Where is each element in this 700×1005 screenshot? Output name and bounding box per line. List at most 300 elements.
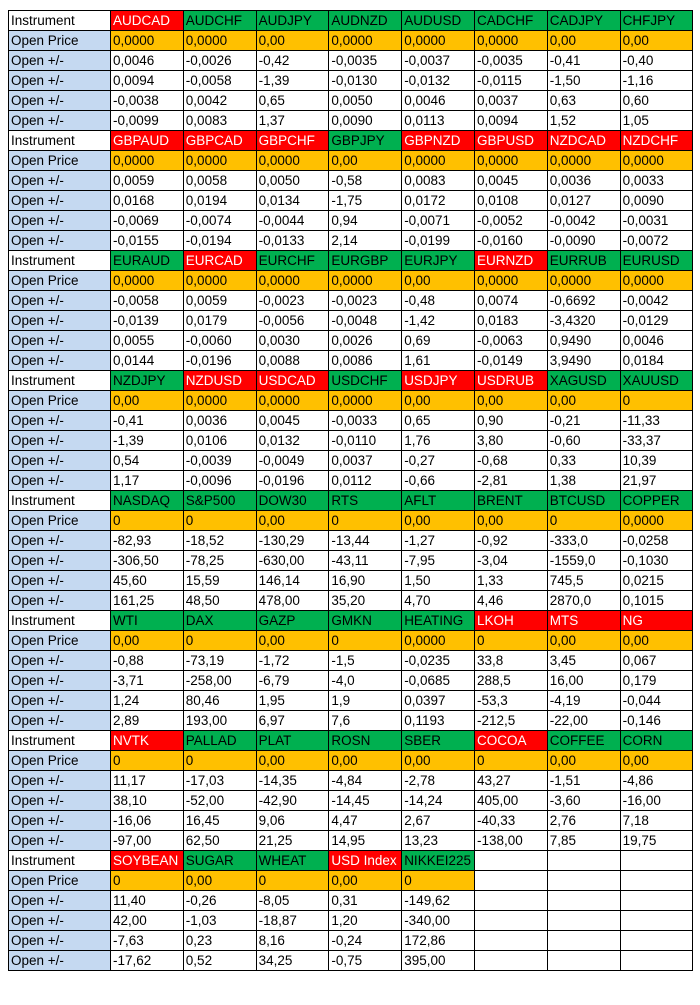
symbol-cell[interactable]: EURNZD <box>474 251 547 271</box>
open-price-cell: 0,0000 <box>183 31 256 51</box>
symbol-cell[interactable]: AUDJPY <box>256 11 329 31</box>
instrument-header-row <box>9 371 693 391</box>
open-delta-cell: 0,0036 <box>183 411 256 431</box>
symbol-cell[interactable]: CADCHF <box>474 11 547 31</box>
open-price-cell: 0,00 <box>111 631 184 651</box>
open-price-cell: 0,00 <box>256 511 329 531</box>
open-delta-cell: -0,0149 <box>474 351 547 371</box>
open-price-cell: 0,00 <box>256 751 329 771</box>
symbol-cell[interactable]: SOYBEAN <box>111 851 184 871</box>
open-delta-cell: 478,00 <box>256 591 329 611</box>
symbol-cell[interactable]: NG <box>620 611 693 631</box>
open-delta-cell: 0,0074 <box>474 291 547 311</box>
open-delta-cell: 0,0112 <box>329 471 402 491</box>
open-delta-cell: -0,0132 <box>402 71 475 91</box>
open-delta-cell: -0,0235 <box>402 651 475 671</box>
symbol-cell[interactable]: GBPAUD <box>111 131 184 151</box>
open-delta-cell: -0,0048 <box>329 311 402 331</box>
open-delta-cell: -1559,0 <box>547 551 620 571</box>
open-price-cell: 0 <box>474 751 547 771</box>
symbol-cell[interactable]: EURUSD <box>620 251 693 271</box>
open-delta-cell: 13,23 <box>402 831 475 851</box>
open-price-cell: 0,00 <box>402 511 475 531</box>
open-price-cell: 0,00 <box>620 31 693 51</box>
open-delta-cell: 0,0050 <box>329 91 402 111</box>
symbol-cell[interactable]: NZDUSD <box>183 371 256 391</box>
symbol-cell[interactable]: AFLT <box>402 491 475 511</box>
open-delta-cell: -53,3 <box>474 691 547 711</box>
open-delta-cell: -11,33 <box>620 411 693 431</box>
open-delta-cell: 21,25 <box>256 831 329 851</box>
symbol-cell[interactable]: COFFEE <box>547 731 620 751</box>
open-delta-label: Open +/- <box>9 471 111 491</box>
open-delta-row <box>9 411 693 431</box>
symbol-cell[interactable]: AUDCAD <box>111 11 184 31</box>
open-price-cell: 0 <box>256 871 329 891</box>
open-delta-cell: -1,03 <box>183 911 256 931</box>
symbol-cell[interactable]: BRENT <box>474 491 547 511</box>
open-delta-label: Open +/- <box>9 551 111 571</box>
open-price-cell: 0 <box>329 511 402 531</box>
open-delta-cell: 0,1015 <box>620 591 693 611</box>
open-delta-cell: 1,95 <box>256 691 329 711</box>
open-delta-cell: 11,40 <box>111 891 184 911</box>
symbol-cell[interactable]: NASDAQ <box>111 491 184 511</box>
open-delta-row <box>9 931 693 951</box>
open-price-cell: 0,0000 <box>402 31 475 51</box>
open-delta-cell: 4,47 <box>329 811 402 831</box>
open-delta-cell: 16,00 <box>547 671 620 691</box>
open-delta-cell: 0,0059 <box>111 171 184 191</box>
open-delta-cell: 1,61 <box>402 351 475 371</box>
open-delta-cell: -0,40 <box>620 51 693 71</box>
open-delta-cell: 0,0055 <box>111 331 184 351</box>
open-delta-cell: -3,04 <box>474 551 547 571</box>
symbol-cell[interactable]: PLAT <box>256 731 329 751</box>
open-delta-row <box>9 471 693 491</box>
symbol-cell[interactable]: SUGAR <box>183 851 256 871</box>
open-price-cell: 0,0000 <box>256 391 329 411</box>
symbol-cell[interactable]: WTI <box>111 611 184 631</box>
open-delta-cell: 0,0090 <box>329 111 402 131</box>
open-delta-cell: 193,00 <box>183 711 256 731</box>
open-delta-cell: 14,95 <box>329 831 402 851</box>
open-delta-cell: -14,45 <box>329 791 402 811</box>
instrument-label: Instrument <box>9 11 111 31</box>
open-delta-cell: 16,90 <box>329 571 402 591</box>
symbol-cell[interactable]: EURCAD <box>183 251 256 271</box>
open-price-cell: 0,0000 <box>111 31 184 51</box>
open-price-cell: 0,0000 <box>547 271 620 291</box>
open-delta-cell: -0,0042 <box>620 291 693 311</box>
empty-cell <box>547 891 620 911</box>
open-delta-cell: 3,80 <box>474 431 547 451</box>
open-delta-cell: -1,27 <box>402 531 475 551</box>
open-price-cell: 0,00 <box>183 871 256 891</box>
open-price-cell: 0 <box>402 871 475 891</box>
open-delta-label: Open +/- <box>9 71 111 91</box>
open-delta-cell: 0,0108 <box>474 191 547 211</box>
open-delta-cell: 42,00 <box>111 911 184 931</box>
open-delta-cell: 62,50 <box>183 831 256 851</box>
open-delta-cell: 0,0059 <box>183 291 256 311</box>
open-delta-cell: 0,0046 <box>620 331 693 351</box>
open-delta-cell: 0,0168 <box>111 191 184 211</box>
symbol-cell[interactable]: GBPCAD <box>183 131 256 151</box>
open-delta-cell: -0,0038 <box>111 91 184 111</box>
open-price-cell: 0,0000 <box>474 271 547 291</box>
symbol-cell[interactable]: CHFJPY <box>620 11 693 31</box>
open-delta-cell: 3,45 <box>547 651 620 671</box>
open-price-cell: 0,0000 <box>620 511 693 531</box>
open-delta-label: Open +/- <box>9 651 111 671</box>
open-delta-cell: 0,179 <box>620 671 693 691</box>
open-delta-cell: 1,76 <box>402 431 475 451</box>
symbol-cell[interactable]: XAUUSD <box>620 371 693 391</box>
symbol-cell[interactable]: EURJPY <box>402 251 475 271</box>
open-delta-cell: -0,0685 <box>402 671 475 691</box>
instrument-label: Instrument <box>9 251 111 271</box>
open-delta-cell: -0,0035 <box>474 51 547 71</box>
open-delta-cell: -16,00 <box>620 791 693 811</box>
open-delta-cell: 0,0194 <box>183 191 256 211</box>
open-delta-cell: 0,90 <box>474 411 547 431</box>
open-delta-cell: -1,39 <box>256 71 329 91</box>
instrument-header-row <box>9 851 693 871</box>
open-delta-cell: 0,0215 <box>620 571 693 591</box>
open-delta-cell: -130,29 <box>256 531 329 551</box>
open-price-cell: 0 <box>329 631 402 651</box>
symbol-cell[interactable]: USDRUB <box>474 371 547 391</box>
open-delta-label: Open +/- <box>9 171 111 191</box>
open-delta-label: Open +/- <box>9 831 111 851</box>
open-delta-label: Open +/- <box>9 531 111 551</box>
quotes-table-body <box>9 11 693 971</box>
symbol-cell[interactable]: DOW30 <box>256 491 329 511</box>
symbol-cell[interactable]: XAGUSD <box>547 371 620 391</box>
open-delta-cell: -1,5 <box>329 651 402 671</box>
open-delta-cell: -0,58 <box>329 171 402 191</box>
open-delta-cell: 0,0090 <box>620 191 693 211</box>
open-price-cell: 0,0000 <box>547 151 620 171</box>
open-delta-label: Open +/- <box>9 451 111 471</box>
open-delta-cell: -0,0033 <box>329 411 402 431</box>
open-delta-cell: 2,89 <box>111 711 184 731</box>
open-delta-cell: 0,33 <box>547 451 620 471</box>
instrument-header-row <box>9 731 693 751</box>
symbol-cell[interactable]: GBPUSD <box>474 131 547 151</box>
empty-cell <box>474 911 547 931</box>
open-delta-row <box>9 71 693 91</box>
open-delta-cell: -0,27 <box>402 451 475 471</box>
open-delta-cell: -4,19 <box>547 691 620 711</box>
open-delta-row <box>9 451 693 471</box>
open-price-label: Open Price <box>9 631 111 651</box>
open-delta-cell: -1,75 <box>329 191 402 211</box>
open-delta-label: Open +/- <box>9 811 111 831</box>
open-delta-cell: 1,24 <box>111 691 184 711</box>
open-price-cell: 0,00 <box>474 391 547 411</box>
symbol-cell[interactable]: PALLAD <box>183 731 256 751</box>
open-delta-label: Open +/- <box>9 291 111 311</box>
open-delta-row <box>9 111 693 131</box>
empty-cell <box>547 871 620 891</box>
open-price-cell: 0,0000 <box>402 631 475 651</box>
symbol-cell[interactable]: NZDCHF <box>620 131 693 151</box>
open-delta-cell: 0,65 <box>402 411 475 431</box>
open-delta-cell: 0,0045 <box>474 171 547 191</box>
open-delta-cell: 0,0083 <box>402 171 475 191</box>
symbol-cell[interactable]: EURRUB <box>547 251 620 271</box>
open-delta-cell: -149,62 <box>402 891 475 911</box>
open-delta-row <box>9 551 693 571</box>
empty-cell <box>620 931 693 951</box>
open-delta-cell: -0,1030 <box>620 551 693 571</box>
open-delta-cell: -7,95 <box>402 551 475 571</box>
instrument-header-row <box>9 611 693 631</box>
open-delta-row <box>9 831 693 851</box>
open-delta-cell: -17,62 <box>111 951 184 971</box>
open-price-cell: 0,0000 <box>183 391 256 411</box>
open-delta-cell: 7,6 <box>329 711 402 731</box>
empty-cell <box>620 851 693 871</box>
open-delta-cell: -14,35 <box>256 771 329 791</box>
symbol-cell[interactable]: ROSN <box>329 731 402 751</box>
open-delta-row <box>9 171 693 191</box>
open-delta-cell: -13,44 <box>329 531 402 551</box>
open-delta-cell: 10,39 <box>620 451 693 471</box>
symbol-cell[interactable]: RTS <box>329 491 402 511</box>
open-delta-cell: -0,0072 <box>620 231 693 251</box>
open-price-cell: 0,0000 <box>474 31 547 51</box>
open-price-label: Open Price <box>9 151 111 171</box>
open-price-cell: 0,00 <box>111 391 184 411</box>
open-delta-cell: -0,24 <box>329 931 402 951</box>
open-delta-row <box>9 951 693 971</box>
symbol-cell[interactable]: COCOA <box>474 731 547 751</box>
open-price-row <box>9 631 693 651</box>
open-delta-cell: -0,0258 <box>620 531 693 551</box>
open-delta-label: Open +/- <box>9 711 111 731</box>
open-delta-cell: -1,39 <box>111 431 184 451</box>
symbol-cell[interactable]: DAX <box>183 611 256 631</box>
open-delta-label: Open +/- <box>9 891 111 911</box>
open-delta-cell: 2,76 <box>547 811 620 831</box>
symbol-cell[interactable]: EURGBP <box>329 251 402 271</box>
open-price-row <box>9 511 693 531</box>
open-delta-cell: -630,00 <box>256 551 329 571</box>
open-delta-cell: -0,0023 <box>329 291 402 311</box>
symbol-cell[interactable]: SBER <box>402 731 475 751</box>
open-delta-cell: -7,63 <box>111 931 184 951</box>
instrument-label: Instrument <box>9 131 111 151</box>
open-delta-label: Open +/- <box>9 191 111 211</box>
symbol-cell[interactable]: CORN <box>620 731 693 751</box>
open-price-label: Open Price <box>9 871 111 891</box>
open-price-cell: 0,00 <box>547 31 620 51</box>
open-delta-cell: 146,14 <box>256 571 329 591</box>
symbol-cell[interactable]: GAZP <box>256 611 329 631</box>
open-delta-cell: 0,0088 <box>256 351 329 371</box>
open-delta-cell: -4,86 <box>620 771 693 791</box>
open-delta-cell: -43,11 <box>329 551 402 571</box>
open-delta-cell: 0,23 <box>183 931 256 951</box>
open-delta-label: Open +/- <box>9 951 111 971</box>
open-price-cell: 0 <box>111 511 184 531</box>
instrument-header-row <box>9 131 693 151</box>
symbol-cell[interactable]: NIKKEI225 <box>402 851 475 871</box>
open-delta-label: Open +/- <box>9 91 111 111</box>
empty-cell <box>620 891 693 911</box>
open-price-cell: 0,00 <box>620 631 693 651</box>
empty-cell <box>547 931 620 951</box>
open-price-cell: 0,00 <box>547 751 620 771</box>
quotes-table <box>8 10 693 971</box>
open-delta-cell: 161,25 <box>111 591 184 611</box>
open-delta-cell: 2,14 <box>329 231 402 251</box>
open-delta-label: Open +/- <box>9 791 111 811</box>
empty-cell <box>547 911 620 931</box>
open-delta-label: Open +/- <box>9 671 111 691</box>
open-price-row <box>9 871 693 891</box>
open-delta-cell: -0,48 <box>402 291 475 311</box>
open-delta-cell: -0,0039 <box>183 451 256 471</box>
open-delta-cell: -1,72 <box>256 651 329 671</box>
open-price-cell: 0,00 <box>474 511 547 531</box>
open-delta-cell: 0,63 <box>547 91 620 111</box>
open-delta-label: Open +/- <box>9 431 111 451</box>
open-delta-row <box>9 711 693 731</box>
open-price-cell: 0,00 <box>329 751 402 771</box>
symbol-cell[interactable]: EURCHF <box>256 251 329 271</box>
open-delta-cell: -17,03 <box>183 771 256 791</box>
open-delta-row <box>9 591 693 611</box>
open-delta-cell: 0,0046 <box>111 51 184 71</box>
open-delta-cell: -0,0160 <box>474 231 547 251</box>
open-delta-cell: 0,1193 <box>402 711 475 731</box>
symbol-cell[interactable]: NVTK <box>111 731 184 751</box>
symbol-cell[interactable]: S&P500 <box>183 491 256 511</box>
open-price-label: Open Price <box>9 271 111 291</box>
open-delta-row <box>9 431 693 451</box>
symbol-cell[interactable]: USDCHF <box>329 371 402 391</box>
symbol-cell[interactable]: AUDNZD <box>329 11 402 31</box>
open-delta-label: Open +/- <box>9 231 111 251</box>
symbol-cell[interactable]: AUDCHF <box>183 11 256 31</box>
open-delta-cell: 0,52 <box>183 951 256 971</box>
open-delta-label: Open +/- <box>9 911 111 931</box>
symbol-cell[interactable]: NZDCAD <box>547 131 620 151</box>
symbol-cell[interactable]: CADJPY <box>547 11 620 31</box>
symbol-cell[interactable]: BTCUSD <box>547 491 620 511</box>
open-delta-cell: 4,46 <box>474 591 547 611</box>
instrument-label: Instrument <box>9 491 111 511</box>
open-delta-cell: 1,38 <box>547 471 620 491</box>
symbol-cell[interactable]: AUDUSD <box>402 11 475 31</box>
symbol-cell[interactable]: USDJPY <box>402 371 475 391</box>
open-delta-row <box>9 691 693 711</box>
symbol-cell[interactable]: USD Index <box>329 851 402 871</box>
open-delta-cell: -212,5 <box>474 711 547 731</box>
open-delta-row <box>9 191 693 211</box>
open-delta-cell: -0,60 <box>547 431 620 451</box>
instrument-header-row <box>9 11 693 31</box>
symbol-cell[interactable]: LKOH <box>474 611 547 631</box>
open-delta-cell: -82,93 <box>111 531 184 551</box>
open-delta-label: Open +/- <box>9 311 111 331</box>
open-delta-row <box>9 211 693 231</box>
symbol-cell[interactable]: MTS <box>547 611 620 631</box>
empty-cell <box>474 871 547 891</box>
open-price-cell: 0,0000 <box>183 151 256 171</box>
open-delta-cell: 34,25 <box>256 951 329 971</box>
open-price-cell: 0,0000 <box>329 391 402 411</box>
open-delta-cell: 38,10 <box>111 791 184 811</box>
open-delta-cell: -0,0133 <box>256 231 329 251</box>
open-delta-cell: 0,0037 <box>474 91 547 111</box>
symbol-cell[interactable]: GBPJPY <box>329 131 402 151</box>
open-delta-cell: -0,0060 <box>183 331 256 351</box>
symbol-cell[interactable]: GBPCHF <box>256 131 329 151</box>
open-delta-cell: -14,24 <box>402 791 475 811</box>
open-price-cell: 0,0000 <box>256 271 329 291</box>
open-delta-cell: -0,0058 <box>183 71 256 91</box>
open-delta-cell: 0,0397 <box>402 691 475 711</box>
instrument-label: Instrument <box>9 851 111 871</box>
symbol-cell[interactable]: USDCAD <box>256 371 329 391</box>
open-delta-cell: 0,0033 <box>620 171 693 191</box>
open-delta-cell: 405,00 <box>474 791 547 811</box>
open-delta-cell: 15,59 <box>183 571 256 591</box>
open-price-row <box>9 391 693 411</box>
open-delta-cell: -0,0071 <box>402 211 475 231</box>
open-delta-cell: -0,044 <box>620 691 693 711</box>
open-delta-cell: 0,0026 <box>329 331 402 351</box>
open-delta-cell: -0,0026 <box>183 51 256 71</box>
open-delta-cell: 395,00 <box>402 951 475 971</box>
symbol-cell[interactable]: COPPER <box>620 491 693 511</box>
open-delta-label: Open +/- <box>9 351 111 371</box>
open-price-cell: 0,00 <box>402 271 475 291</box>
open-delta-cell: -78,25 <box>183 551 256 571</box>
open-price-cell: 0 <box>111 871 184 891</box>
open-delta-cell: -2,81 <box>474 471 547 491</box>
open-price-row <box>9 751 693 771</box>
symbol-cell[interactable]: GMKN <box>329 611 402 631</box>
open-price-cell: 0,0000 <box>111 271 184 291</box>
symbol-cell[interactable]: EURAUD <box>111 251 184 271</box>
open-delta-row <box>9 291 693 311</box>
open-delta-cell: 7,85 <box>547 831 620 851</box>
open-delta-cell: -0,41 <box>111 411 184 431</box>
symbol-cell[interactable]: GBPNZD <box>402 131 475 151</box>
open-price-cell: 0,0000 <box>329 271 402 291</box>
symbol-cell[interactable]: HEATING <box>402 611 475 631</box>
empty-cell <box>547 851 620 871</box>
open-delta-cell: -0,0063 <box>474 331 547 351</box>
symbol-cell[interactable]: NZDJPY <box>111 371 184 391</box>
open-price-cell: 0 <box>547 511 620 531</box>
open-delta-cell: 0,0127 <box>547 191 620 211</box>
open-delta-cell: -0,75 <box>329 951 402 971</box>
open-delta-cell: -0,0044 <box>256 211 329 231</box>
open-price-cell: 0,00 <box>547 631 620 651</box>
open-delta-cell: -0,0196 <box>256 471 329 491</box>
open-delta-cell: -1,42 <box>402 311 475 331</box>
open-delta-cell: 80,46 <box>183 691 256 711</box>
symbol-cell[interactable]: WHEAT <box>256 851 329 871</box>
empty-cell <box>620 911 693 931</box>
